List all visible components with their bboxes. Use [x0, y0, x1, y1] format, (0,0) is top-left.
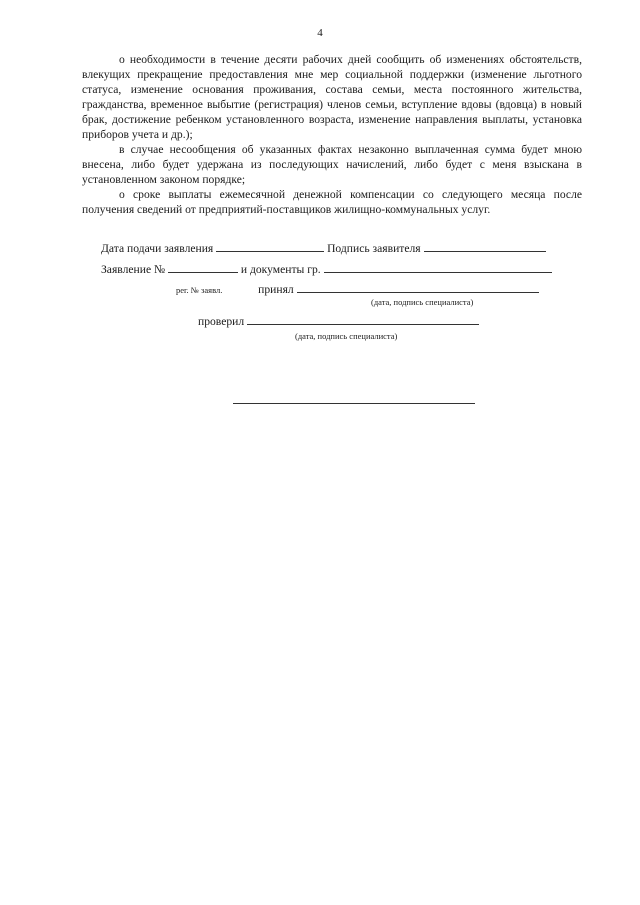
- paragraph-change-notification: о необходимости в течение десяти рабочих дней сообщить об изменениях обстоятельств, влекущих прекращение предоставления мне мер социальной поддержки (изменение льготного статуса, изменение основания проживания, состава семьи, места постоянного жительства, гражданства, временное выбытие (регистрация) членов семьи, вступление вдовы (вдовца) в новый брак, достижение ребенком установленного возраста, изменение направления выплаты, установка приборов учета и др.);: [82, 53, 582, 141]
- notice-text: [82, 52, 582, 217]
- checked-signature-field[interactable]: [247, 314, 479, 325]
- checked-label: проверил: [198, 315, 245, 328]
- form-row-date-signature: [101, 241, 546, 255]
- application-number-field[interactable]: [168, 262, 238, 273]
- reg-number-label: рег. № заявл.: [176, 285, 223, 295]
- paragraph-payment-term: о сроке выплаты ежемесячной денежной компенсации со следующего месяца после получения сведений от предприятий-поставщиков жилищно-коммунальных услуг.: [82, 188, 582, 216]
- date-field[interactable]: [216, 241, 324, 252]
- checked-caption: (дата, подпись специалиста): [295, 331, 398, 341]
- accepted-caption: (дата, подпись специалиста): [371, 297, 474, 307]
- form-row-checked: [198, 314, 479, 328]
- paragraph-overpayment: в случае несообщения об указанных фактах незаконно выплаченная сумма будет мною внесена, либо будет удержана из последующих начислений, либо будет с меня взыскана в установленном законом порядке;: [82, 143, 582, 186]
- form-row-accepted: [176, 282, 539, 296]
- horizontal-rule: [233, 403, 475, 404]
- applicant-name-field[interactable]: [324, 262, 552, 273]
- accepted-label: принял: [258, 283, 294, 296]
- application-number-label: Заявление №: [101, 263, 166, 276]
- accepted-signature-field[interactable]: [297, 282, 539, 293]
- date-label: Дата подачи заявления: [101, 242, 214, 255]
- page-number: 4: [317, 27, 323, 39]
- applicant-signature-field[interactable]: [424, 241, 546, 252]
- form-row-application: [101, 262, 552, 276]
- signature-label: Подпись заявителя: [327, 242, 421, 255]
- documents-label: и документы гр.: [240, 263, 321, 276]
